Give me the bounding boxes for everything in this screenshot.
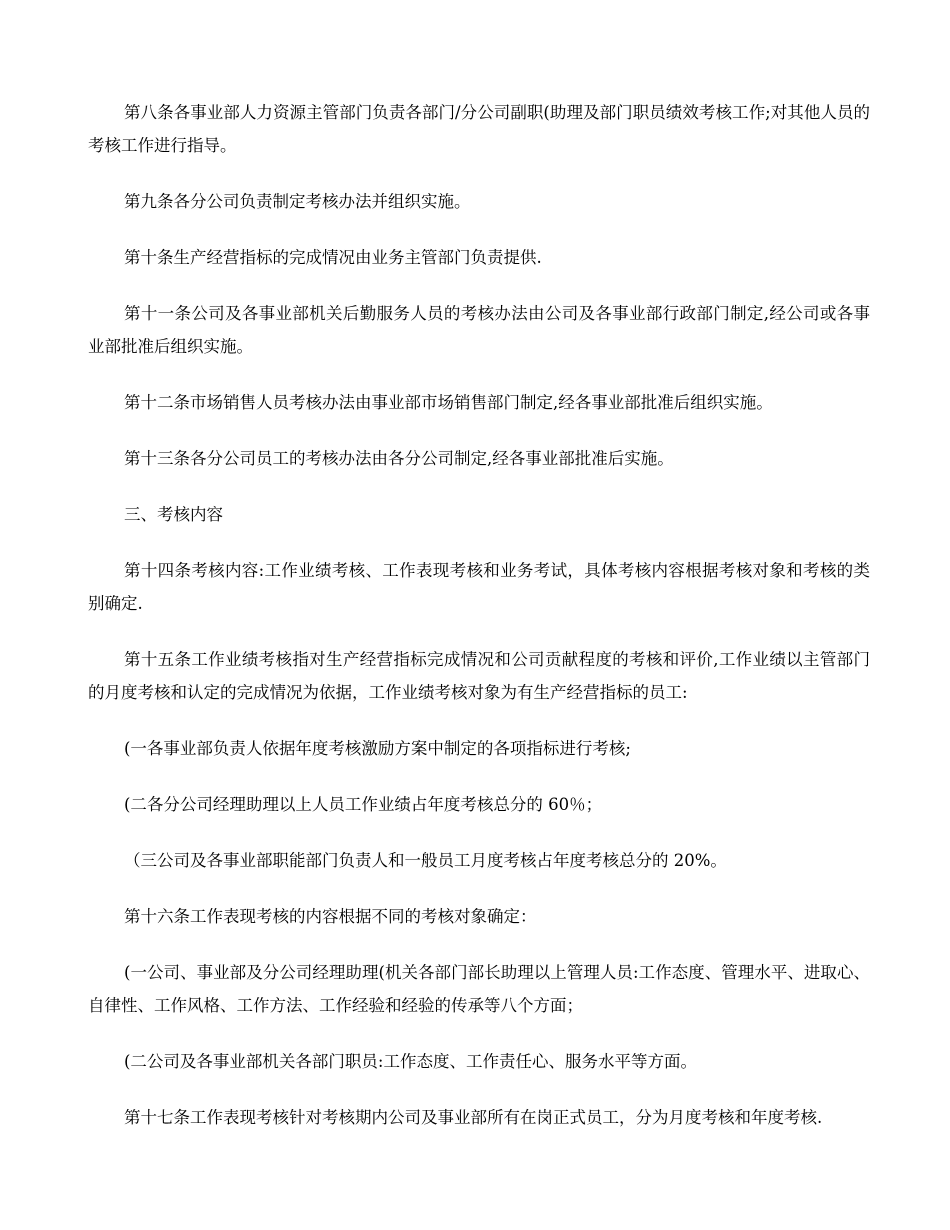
article-13-paragraph: 第十三条各分公司员工的考核办法由各分公司制定,经各事业部批准后实施。 bbox=[124, 449, 674, 468]
article-16-item-1: (一公司、事业部及分公司经理助理(机关各部门部长助理以上管理人员:工作态度、管理水平、进取心、自律性、工作风格、工作方法、工作经验和经验的传承等八个方面； bbox=[88, 963, 870, 1015]
article-15-item-1: (一各事业部负责人依据年度考核激励方案中制定的各项指标进行考核; bbox=[124, 739, 631, 758]
article-16-paragraph: 第十六条工作表现考核的内容根据不同的考核对象确定： bbox=[124, 907, 537, 926]
section-heading-assessment-content: 三、考核内容 bbox=[124, 505, 223, 524]
article-8-paragraph: 第八条各事业部人力资源主管部门负责各部门/分公司副职(助理及部门职员绩效考核工作;对其他人员的考核工作进行指导。 bbox=[88, 103, 870, 155]
article-15-item-3: （三公司及各事业部职能部门负责人和一般员工月度考核占年度考核总分的 20%。 bbox=[124, 851, 727, 870]
article-10-paragraph: 第十条生产经营指标的完成情况由业务主管部门负责提供. bbox=[124, 248, 542, 267]
article-15-paragraph: 第十五条工作业绩考核指对生产经营指标完成情况和公司贡献程度的考核和评价,工作业绩以主管部门的月度考核和认定的完成情况为依据，工作业绩考核对象为有生产经营指标的员工: bbox=[88, 650, 870, 702]
article-9-paragraph: 第九条各分公司负责制定考核办法并组织实施。 bbox=[124, 192, 471, 211]
article-17-paragraph: 第十七条工作表现考核针对考核期内公司及事业部所有在岗正式员工，分为月度考核和年度考核. bbox=[124, 1108, 823, 1127]
article-15-item-2: (二各分公司经理助理以上人员工作业绩占年度考核总分的 60％； bbox=[124, 795, 603, 814]
article-11-paragraph: 第十一条公司及各事业部机关后勤服务人员的考核办法由公司及各事业部行政部门制定,经公司或各事业部批准后组织实施。 bbox=[88, 304, 870, 356]
article-14-paragraph: 第十四条考核内容:工作业绩考核、工作表现考核和业务考试，具体考核内容根据考核对象和考核的类别确定. bbox=[88, 561, 870, 613]
article-16-item-2: (二公司及各事业部机关各部门职员:工作态度、工作责任心、服务水平等方面。 bbox=[124, 1052, 697, 1071]
article-12-paragraph: 第十二条市场销售人员考核办法由事业部市场销售部门制定,经各事业部批准后组织实施。 bbox=[124, 393, 773, 412]
